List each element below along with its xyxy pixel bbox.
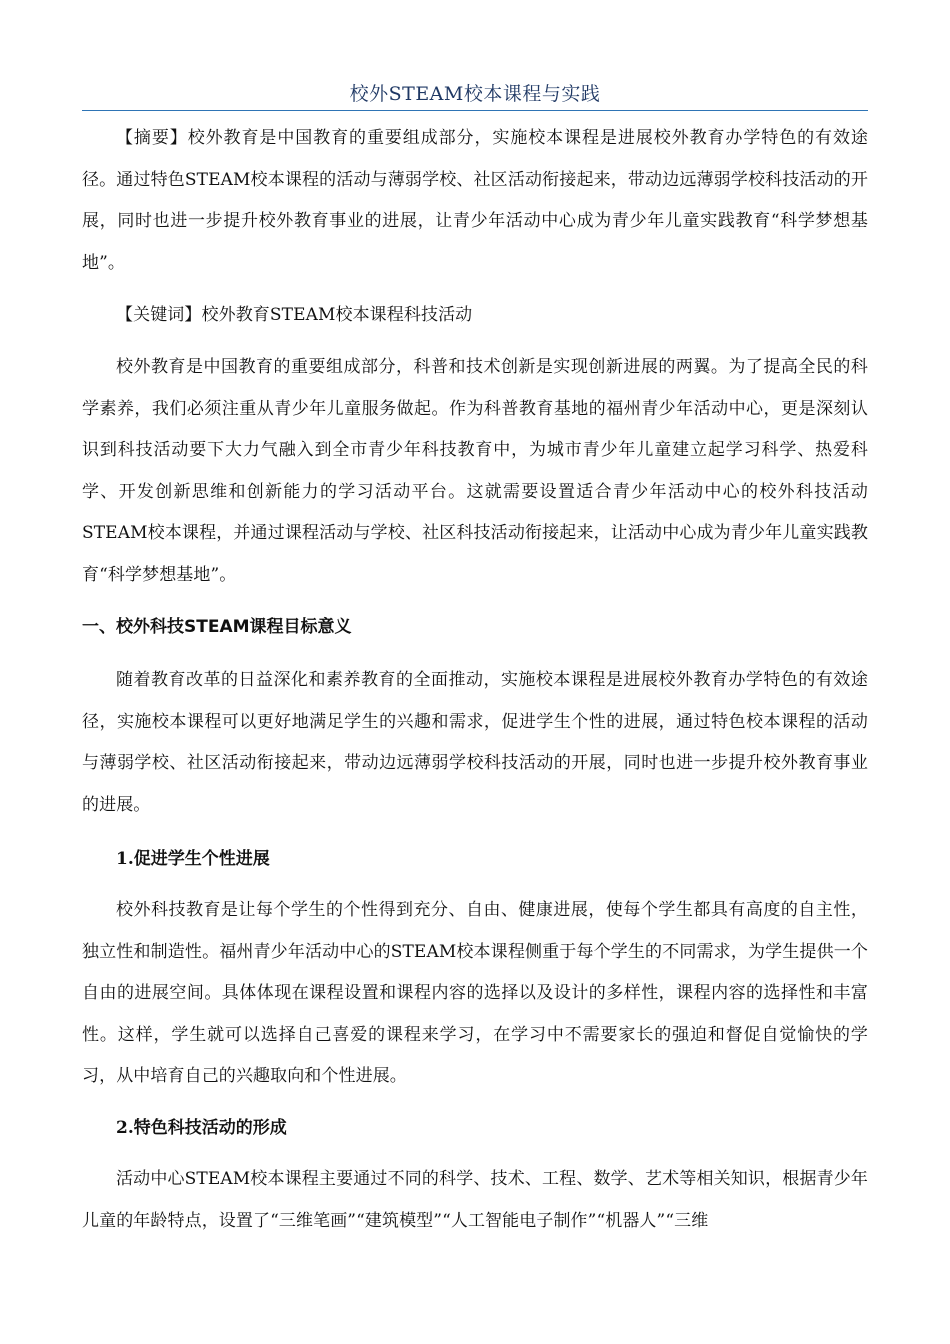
document-title: 校外STEAM校本课程与实践 <box>349 83 601 105</box>
keywords-paragraph: 【关键词】校外教育STEAM校本课程科技活动 <box>116 305 473 325</box>
section-1-paragraph: 随着教育改革的日益深化和素养教育的全面推动，实施校本课程是进展校外教育办学特色的有效途径，实施校本课程可以更好地满足学生的兴趣和需求，促进学生个性的进展，通过特色校本课程的活动与薄弱学校、社区活动衔接起来，带动边远薄弱学校科技活动的开展，同时也进一步提升校外教育事业的进展。 <box>82 670 868 815</box>
subsection-1-paragraph: 校外科技教育是让每个学生的个性得到充分、自由、健康进展，使每个学生都具有高度的自主性，独立性和制造性。福州青少年活动中心的STEAM校本课程侧重于每个学生的不同需求，为学生提供一个自由的进展空间。具体体现在课程设置和课程内容的选择以及设计的多样性，课程内容的选择性和丰富性。这样，学生就可以选择自己喜爱的课程来学习，在学习中不需要家长的强迫和督促自觉愉快的学习，从中培育自己的兴趣取向和个性进展。 <box>82 900 868 1086</box>
intro-paragraph: 校外教育是中国教育的重要组成部分，科普和技术创新是实现创新进展的两翼。为了提高全民的科学素养，我们必须注重从青少年儿童服务做起。作为科普教育基地的福州青少年活动中心，更是深刻认识到科技活动要下大力气融入到全市青少年科技教育中，为城市青少年儿童建立起学习科学、热爱科学、开发创新思维和创新能力的学习活动平台。这就需要设置适合青少年活动中心的校外科技活动STEAM校本课程，并通过课程活动与学校、社区科技活动衔接起来，让活动中心成为青少年儿童实践教育“科学梦想基地”。 <box>82 357 868 585</box>
subsection-2-paragraph: 活动中心STEAM校本课程主要通过不同的科学、技术、工程、数学、艺术等相关知识，根据青少年儿童的年龄特点，设置了“三维笔画”“建筑模型”“人工智能电子制作”“机器人”“三维 <box>82 1169 868 1231</box>
abstract-paragraph: 【摘要】校外教育是中国教育的重要组成部分，实施校本课程是进展校外教育办学特色的有效途径。通过特色STEAM校本课程的活动与薄弱学校、社区活动衔接起来，带动边远薄弱学校科技活动的开展，同时也进一步提升校外教育事业的进展，让青少年活动中心成为青少年儿童实践教育“科学梦想基地”。 <box>82 128 868 273</box>
subsection-2-heading: 2.特色科技活动的形成 <box>116 1118 287 1138</box>
subsection-1-heading: 1.促进学生个性进展 <box>116 849 270 869</box>
section-1-heading: 一、校外科技STEAM课程目标意义 <box>82 617 352 637</box>
title-underline-rule <box>82 110 868 111</box>
